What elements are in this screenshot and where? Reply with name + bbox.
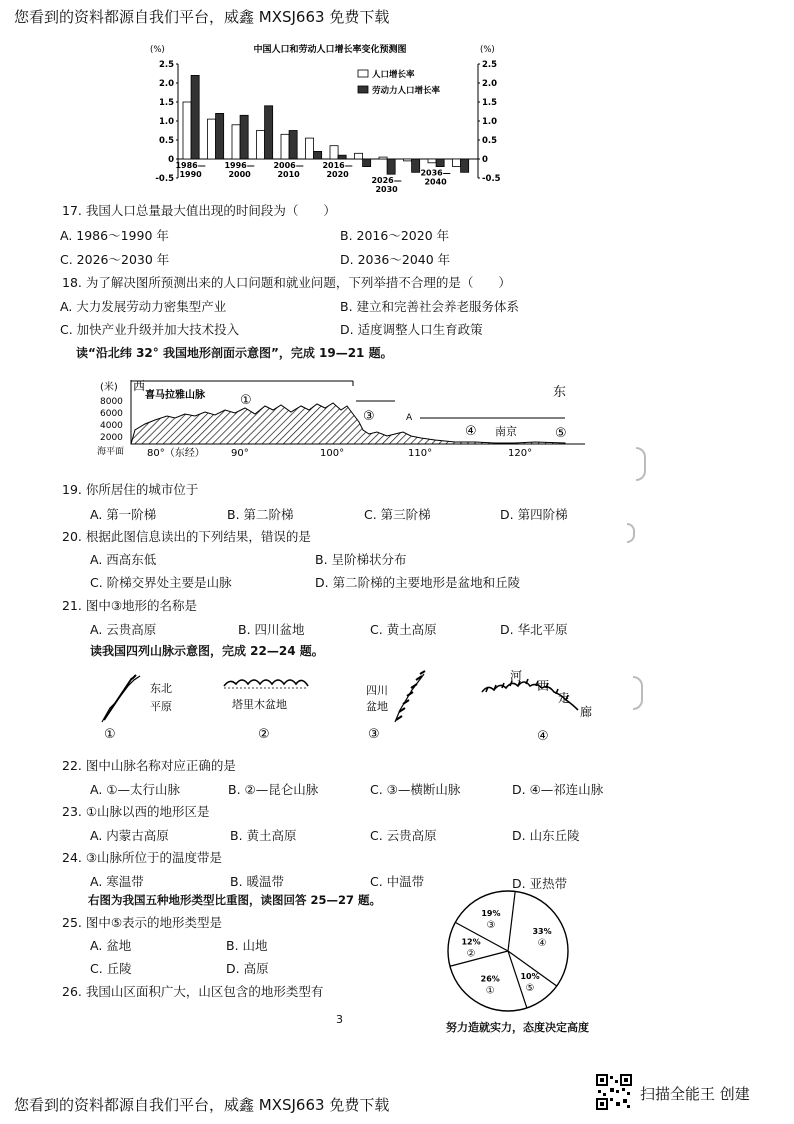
chart-ytick-left: 1.0 xyxy=(158,117,174,127)
q18-option-c[interactable]: C. 加快产业升级并加大技术投入 xyxy=(60,322,240,337)
terrain-pie-chart xyxy=(445,887,575,1017)
q22-option-b[interactable]: B. ②—昆仑山脉 xyxy=(228,782,319,797)
chart-xtick-label: 2006— xyxy=(273,161,304,170)
q18-option-d[interactable]: D. 适度调整人口生育政策 xyxy=(340,322,483,337)
chart-xtick-label: 2016— xyxy=(322,161,353,170)
instruction-22-24: 读我国四列山脉示意图，完成 22—24 题。 xyxy=(90,644,324,658)
bar-labor xyxy=(216,113,224,159)
profile-east: 东 xyxy=(553,385,567,400)
bar-labor xyxy=(412,159,420,172)
chart-legend xyxy=(358,69,441,96)
bar-labor xyxy=(240,115,248,159)
chart-ytick-right: 1.0 xyxy=(482,117,498,127)
legend-swatch-labor xyxy=(358,86,368,93)
mountain-2-num: ② xyxy=(258,727,270,742)
scan-edge-mark xyxy=(627,523,635,543)
profile-ytick: 6000 xyxy=(100,409,123,419)
q25-option-c[interactable]: C. 丘陵 xyxy=(90,961,132,976)
profile-xtick: 100° xyxy=(320,448,345,459)
mountain-4-num: ④ xyxy=(537,729,549,744)
mountain-2-text: 塔里木盆地 xyxy=(232,698,287,711)
q18-stem: 18. 为了解决图所预测出来的人口问题和就业问题，下列举措不合理的是（ ） xyxy=(62,275,511,290)
q17-option-a[interactable]: A. 1986～1990 年 xyxy=(60,228,169,243)
profile-xtick: 110° xyxy=(408,448,433,459)
pie-slice-label: 12% xyxy=(461,937,481,947)
mountain-2-sketch xyxy=(224,680,308,686)
population-chart xyxy=(140,36,520,194)
chart-xtick-label: 2010 xyxy=(277,170,300,179)
profile-label-5: ⑤ xyxy=(555,426,567,441)
legend-labor: 劳动力人口增长率 xyxy=(372,86,441,96)
profile-city: 南京 xyxy=(495,425,517,438)
q18-option-a[interactable]: A. 大力发展劳动力密集型产业 xyxy=(60,299,227,314)
q20-option-d[interactable]: D. 第二阶梯的主要地形是盆地和丘陵 xyxy=(315,575,521,590)
q23-option-a[interactable]: A. 内蒙古高原 xyxy=(90,828,169,843)
qr-code-icon xyxy=(596,1074,632,1110)
chart-xtick-label: 1986— xyxy=(175,161,206,170)
q25-option-b[interactable]: B. 山地 xyxy=(226,938,268,953)
q22-stem: 22. 图中山脉名称对应正确的是 xyxy=(62,758,236,773)
q24-option-c[interactable]: C. 中温带 xyxy=(370,874,425,889)
q20-option-a[interactable]: A. 西高东低 xyxy=(90,552,157,567)
chart-ytick-left: 0 xyxy=(168,155,174,165)
q24-option-b[interactable]: B. 暖温带 xyxy=(230,874,285,889)
mountain-1-num: ① xyxy=(104,727,116,742)
chart-title: 中国人口和劳动人口增长率变化预测图 xyxy=(253,45,407,55)
top-watermark: 您看到的资料都源自我们平台，威鑫 MXSJ663 免费下载 xyxy=(14,8,390,26)
pie-slice-number: ④ xyxy=(537,938,547,950)
q17-stem: 17. 我国人口总量最大值出现的时间段为（ ） xyxy=(62,203,336,218)
pie-slice-label: 26% xyxy=(480,974,500,984)
profile-letter-a: A xyxy=(406,413,413,423)
mountain-diagrams xyxy=(90,664,630,746)
chart-xtick-label: 2026— xyxy=(371,176,402,186)
profile-ytick: 4000 xyxy=(100,421,123,431)
bar-labor xyxy=(436,159,444,167)
chart-xtick-label: 1990 xyxy=(179,170,202,179)
chart-ytick-right: 0.5 xyxy=(482,136,498,146)
bar-population xyxy=(453,159,461,167)
q23-option-c[interactable]: C. 云贵高原 xyxy=(370,828,437,843)
legend-population: 人口增长率 xyxy=(372,70,415,80)
chart-ylabel-right: (%) xyxy=(480,45,495,55)
bar-labor xyxy=(289,131,297,160)
profile-xtick: 80°（东经） xyxy=(147,448,205,459)
pie-slice-number: ② xyxy=(466,948,476,960)
q22-option-a[interactable]: A. ①—太行山脉 xyxy=(90,782,180,797)
legend-swatch-population xyxy=(358,70,368,77)
bar-labor xyxy=(461,159,469,172)
profile-xtick: 90° xyxy=(231,448,249,459)
scan-edge-mark xyxy=(636,447,646,481)
mountain-4-text: 河 xyxy=(510,669,523,683)
mountain-1-text: 东北 xyxy=(150,682,172,695)
q25-stem: 25. 图中⑤表示的地形类型是 xyxy=(62,915,223,930)
bottom-watermark: 您看到的资料都源自我们平台，威鑫 MXSJ663 免费下载 xyxy=(14,1096,390,1114)
q19-stem: 19. 你所居住的城市位于 xyxy=(62,482,199,497)
q19-option-c[interactable]: C. 第三阶梯 xyxy=(364,507,431,522)
bar-population xyxy=(208,119,216,159)
q25-option-d[interactable]: D. 高原 xyxy=(226,961,269,976)
q22-option-d[interactable]: D. ④—祁连山脉 xyxy=(512,782,604,797)
bar-labor xyxy=(314,151,322,159)
chart-ytick-left: 1.5 xyxy=(158,98,174,108)
q23-stem: 23. ①山脉以西的地形区是 xyxy=(62,804,210,819)
q21-stem: 21. 图中③地形的名称是 xyxy=(62,598,198,613)
motto: 努力造就实力，态度决定高度 xyxy=(446,1021,589,1034)
q17-option-b[interactable]: B. 2016～2020 年 xyxy=(340,228,450,243)
bar-population xyxy=(355,153,363,159)
bar-labor xyxy=(387,159,395,174)
q21-option-c[interactable]: C. 黄土高原 xyxy=(370,622,437,637)
q21-option-a[interactable]: A. 云贵高原 xyxy=(90,622,157,637)
bar-labor xyxy=(338,155,346,159)
chart-xticks xyxy=(175,161,450,194)
q23-option-d[interactable]: D. 山东丘陵 xyxy=(512,828,580,843)
mountain-3-text: 四川 xyxy=(366,684,388,697)
q21-option-d[interactable]: D. 华北平原 xyxy=(500,622,568,637)
q22-option-c[interactable]: C. ③—横断山脉 xyxy=(370,782,461,797)
mountain-3-num: ③ xyxy=(368,727,380,742)
q20-option-c[interactable]: C. 阶梯交界处主要是山脉 xyxy=(90,575,232,590)
chart-ytick-left: 0.5 xyxy=(158,136,174,146)
bar-labor xyxy=(191,75,199,159)
q26-stem: 26. 我国山区面积广大，山区包含的地形类型有 xyxy=(62,984,324,999)
scan-edge-mark xyxy=(633,676,643,710)
bar-population xyxy=(183,102,191,159)
bar-population xyxy=(404,159,412,161)
chart-ytick-left: -0.5 xyxy=(155,174,174,184)
pie-slice-number: ① xyxy=(485,985,495,997)
q17-option-d[interactable]: D. 2036～2040 年 xyxy=(340,252,451,267)
mountain-4-text: 西 xyxy=(537,679,550,693)
q25-option-a[interactable]: A. 盆地 xyxy=(90,938,132,953)
chart-ytick-right: 2.5 xyxy=(482,60,498,70)
pie-slice-label: 10% xyxy=(520,971,540,981)
bar-population xyxy=(428,159,436,163)
q17-option-c[interactable]: C. 2026～2030 年 xyxy=(60,252,170,267)
q24-option-d[interactable]: D. 亚热带 xyxy=(512,876,568,891)
chart-xtick-label: 2030 xyxy=(375,185,398,194)
profile-west: 西 xyxy=(133,379,146,393)
q20-stem: 20. 根据此图信息读出的下列结果，错误的是 xyxy=(62,529,311,544)
chart-ytick-right: 2.0 xyxy=(482,79,498,89)
q18-option-b[interactable]: B. 建立和完善社会养老服务体系 xyxy=(340,299,520,314)
scanner-label: 扫描全能王 创建 xyxy=(640,1085,750,1103)
q21-option-b[interactable]: B. 四川盆地 xyxy=(238,622,305,637)
profile-label-3: ③ xyxy=(363,409,375,424)
chart-xtick-label: 2036— xyxy=(420,168,451,178)
chart-xtick-label: 2020 xyxy=(326,170,349,179)
chart-ytick-right: 1.5 xyxy=(482,98,498,108)
chart-ytick-left: 2.5 xyxy=(158,60,174,70)
profile-sea-level: 海平面 xyxy=(97,447,125,457)
q24-option-a[interactable]: A. 寒温带 xyxy=(90,874,144,889)
instruction-25-27: 右图为我国五种地形类型比重图，读图回答 25—27 题。 xyxy=(88,893,382,907)
profile-xtick: 120° xyxy=(508,448,533,459)
q19-option-d[interactable]: D. 第四阶梯 xyxy=(500,507,568,522)
profile-label-4: ④ xyxy=(465,424,477,439)
pie-slice-label: 19% xyxy=(481,908,501,918)
bar-labor xyxy=(265,106,273,159)
chart-ytick-right: 0 xyxy=(482,155,488,165)
chart-ytick-left: 2.0 xyxy=(158,79,174,89)
mountain-3-text: 盆地 xyxy=(366,700,388,713)
profile-unit: (米) xyxy=(100,382,118,393)
profile-ytick: 2000 xyxy=(100,433,123,443)
chart-xtick-label: 1996— xyxy=(224,161,255,170)
bar-population xyxy=(257,131,265,160)
bar-population xyxy=(330,146,338,159)
pie-slice-number: ③ xyxy=(486,919,496,931)
mountain-3-sketch xyxy=(395,674,424,722)
terrain-profile xyxy=(95,370,595,462)
profile-ytick: 8000 xyxy=(100,397,123,407)
profile-mountain-label: 喜马拉雅山脉 xyxy=(145,390,205,401)
bar-population xyxy=(281,134,289,159)
mountain-1-text: 平原 xyxy=(150,700,172,713)
bar-population xyxy=(232,125,240,159)
chart-xtick-label: 2040 xyxy=(424,177,447,187)
bar-labor xyxy=(363,159,371,167)
page-number: 3 xyxy=(336,1013,343,1026)
pie-slice-label: 33% xyxy=(532,927,552,937)
q19-option-b[interactable]: B. 第二阶梯 xyxy=(227,507,294,522)
chart-xtick-label: 2000 xyxy=(228,170,251,179)
bar-population xyxy=(379,157,387,159)
pie-slice-number: ⑤ xyxy=(525,982,535,994)
q19-option-a[interactable]: A. 第一阶梯 xyxy=(90,507,157,522)
q24-stem: 24. ③山脉所位于的温度带是 xyxy=(62,850,223,865)
chart-ylabel-left: (%) xyxy=(150,45,165,55)
mountain-4-text: 走 xyxy=(558,691,571,705)
profile-label-1: ① xyxy=(240,393,252,408)
mountain-4-text: 廊 xyxy=(580,705,593,719)
bar-population xyxy=(306,138,314,159)
instruction-19-21: 读“沿北纬 32° 我国地形剖面示意图”，完成 19—21 题。 xyxy=(76,346,393,360)
q20-option-b[interactable]: B. 呈阶梯状分布 xyxy=(315,552,407,567)
chart-ytick-right: -0.5 xyxy=(482,174,501,184)
q23-option-b[interactable]: B. 黄土高原 xyxy=(230,828,297,843)
